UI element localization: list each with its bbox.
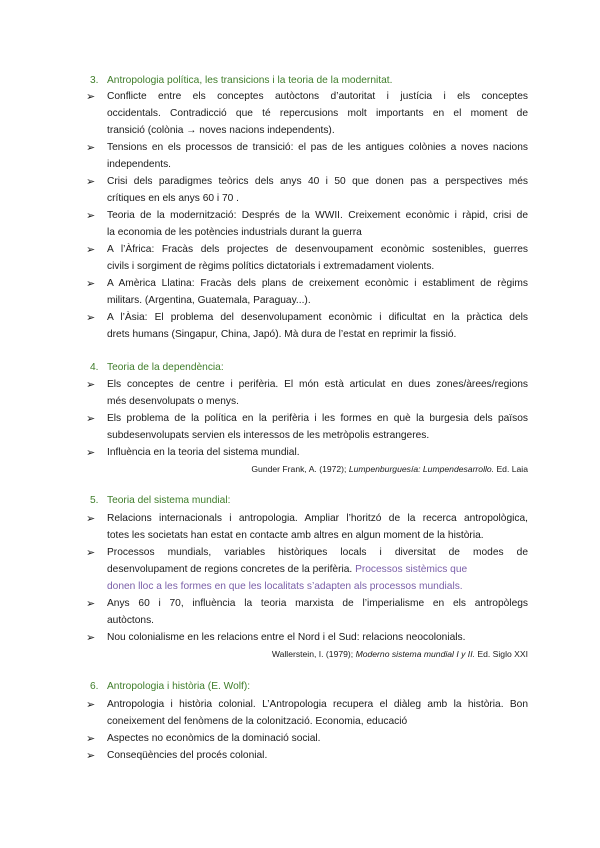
- item-line-text: desenvolupament de regions concretes de la perifèria.: [107, 564, 353, 575]
- section-heading: [90, 361, 224, 375]
- reference-citation: [272, 647, 528, 661]
- bullet-arrow-icon: ➢: [86, 312, 96, 324]
- reference-publisher: Ed. Siglo XXI: [477, 649, 528, 659]
- item-line: militars. (Argentina, Guatemala, Paraguay...).: [107, 295, 311, 306]
- section-title: Antropologia política, les transicions i la teoria de la modernitat.: [107, 75, 393, 86]
- item-line: occidentals. Contradicció que té repercusions molt importants en el moment de: [107, 108, 528, 119]
- item-line: més desenvolupats o menys.: [107, 396, 239, 407]
- bullet-arrow-icon: ➢: [86, 632, 96, 644]
- item-line: independents.: [107, 159, 172, 170]
- item-line: A l’Àfrica: Fracàs dels projectes de desenvoupament econòmic sostenibles, guerres: [107, 244, 528, 255]
- item-line: A Amèrica Llatina: Fracàs dels plans de creixement econòmic i establiment de règims: [107, 278, 528, 289]
- reference-title: Lumpenburguesía: Lumpendesarrollo.: [348, 464, 495, 474]
- highlighted-line: donen lloc a les formes en que les localitats s’adapten als processos mundials.: [107, 581, 463, 592]
- item-line: Conflicte entre els conceptes autòctons d’autoritat i justícia i els conceptes: [107, 91, 528, 102]
- item-line: drets humans (Singapur, China, Japó). Mà dura de l’estat en reprimir la fissió.: [107, 329, 457, 340]
- item-line: Antropologia i història colonial. L’Antropologia recupera el diàleg amb la història. Bon: [107, 699, 528, 710]
- reference-title: Moderno sistema mundial I y II.: [355, 649, 475, 659]
- item-line: civils i sorgiment de règims polítics dictatorials i extremadament violents.: [107, 261, 435, 272]
- item-line: Processos mundials, variables històriques locals i diversitat de modes de: [107, 547, 528, 558]
- item-line: Influència en la teoria del sistema mundial.: [107, 447, 300, 458]
- reference-citation: [251, 462, 528, 476]
- item-line: Relacions internacionals i antropologia. Ampliar l’horitzó de la recerca antropològica,: [107, 513, 528, 524]
- item-line: Els problema de la política en la perifèria i les formes en què la burgesia dels països: [107, 413, 528, 424]
- item-line: autòctons.: [107, 615, 155, 626]
- item-line: Aspectes no econòmics de la dominació social.: [107, 733, 321, 744]
- section-heading: [90, 494, 230, 508]
- section-title: Teoria del sistema mundial:: [107, 495, 231, 506]
- reference-publisher: Ed. Laia: [496, 464, 528, 474]
- item-line: Teoria de la modernització: Després de la WWII. Creixement econòmic i ràpid, crisi de: [107, 210, 528, 221]
- item-line: [107, 562, 528, 578]
- section-heading: [90, 680, 250, 694]
- bullet-arrow-icon: ➢: [86, 210, 96, 222]
- item-line: Crisi dels paradigmes teòrics dels anys 40 i 50 que donen pas a perspectives més: [107, 176, 528, 187]
- bullet-arrow-icon: ➢: [86, 379, 96, 391]
- item-line: la economia de les potències industrials durant la guerra: [107, 227, 362, 238]
- bullet-arrow-icon: ➢: [86, 244, 96, 256]
- reference-author: Wallerstein, I. (1979);: [271, 649, 354, 659]
- item-line: transició (colònia → noves nacions independents).: [107, 125, 335, 136]
- item-line: Nou colonialisme en les relacions entre el Nord i el Sud: relacions neocolonials.: [107, 632, 466, 643]
- item-line: totes les societats han estat en contacte amb altres en algun moment de la història.: [107, 530, 484, 541]
- section-number: 6.: [90, 681, 99, 692]
- bullet-arrow-icon: ➢: [86, 413, 96, 425]
- bullet-arrow-icon: ➢: [86, 513, 96, 525]
- item-line: A l’Àsia: El problema del desenvolupament econòmic i dificultat en la pràctica dels: [107, 312, 528, 323]
- item-line: Tensions en els processos de transició: el pas de les antigues colònies a noves nacions: [107, 142, 528, 153]
- bullet-arrow-icon: ➢: [86, 278, 96, 290]
- bullet-arrow-icon: ➢: [86, 733, 96, 745]
- bullet-arrow-icon: ➢: [86, 142, 96, 154]
- item-line: Els conceptes de centre i perifèria. El món està articulat en dues zones/àrees/regions: [107, 379, 528, 390]
- bullet-arrow-icon: ➢: [86, 447, 96, 459]
- section-number: 3.: [90, 75, 99, 86]
- bullet-arrow-icon: ➢: [86, 91, 96, 103]
- item-line: Anys 60 i 70, influència la teoria marxista de l’imperialisme en els antropòlegs: [107, 598, 528, 609]
- bullet-arrow-icon: ➢: [86, 547, 96, 559]
- item-line: subdesenvolupats servien els interessos de les metròpolis estrangeres.: [107, 430, 430, 441]
- section-heading: [90, 74, 392, 88]
- item-line: crítiques en els anys 60 i 70 .: [107, 193, 239, 204]
- item-line: coneixement del fenòmens de la colonització. Economia, educació: [107, 716, 408, 727]
- section-number: 4.: [90, 362, 99, 373]
- bullet-arrow-icon: ➢: [86, 176, 96, 188]
- section-number: 5.: [90, 495, 99, 506]
- section-title: Antropologia i història (E. Wolf):: [107, 681, 251, 692]
- bullet-arrow-icon: ➢: [86, 699, 96, 711]
- bullet-arrow-icon: ➢: [86, 750, 96, 762]
- section-title: Teoria de la dependència:: [107, 362, 224, 373]
- highlighted-text: Processos sistèmics que: [355, 564, 468, 575]
- reference-author: Gunder Frank, A. (1972);: [251, 464, 347, 474]
- bullet-arrow-icon: ➢: [86, 598, 96, 610]
- item-line: Conseqüències del procés colonial.: [107, 750, 268, 761]
